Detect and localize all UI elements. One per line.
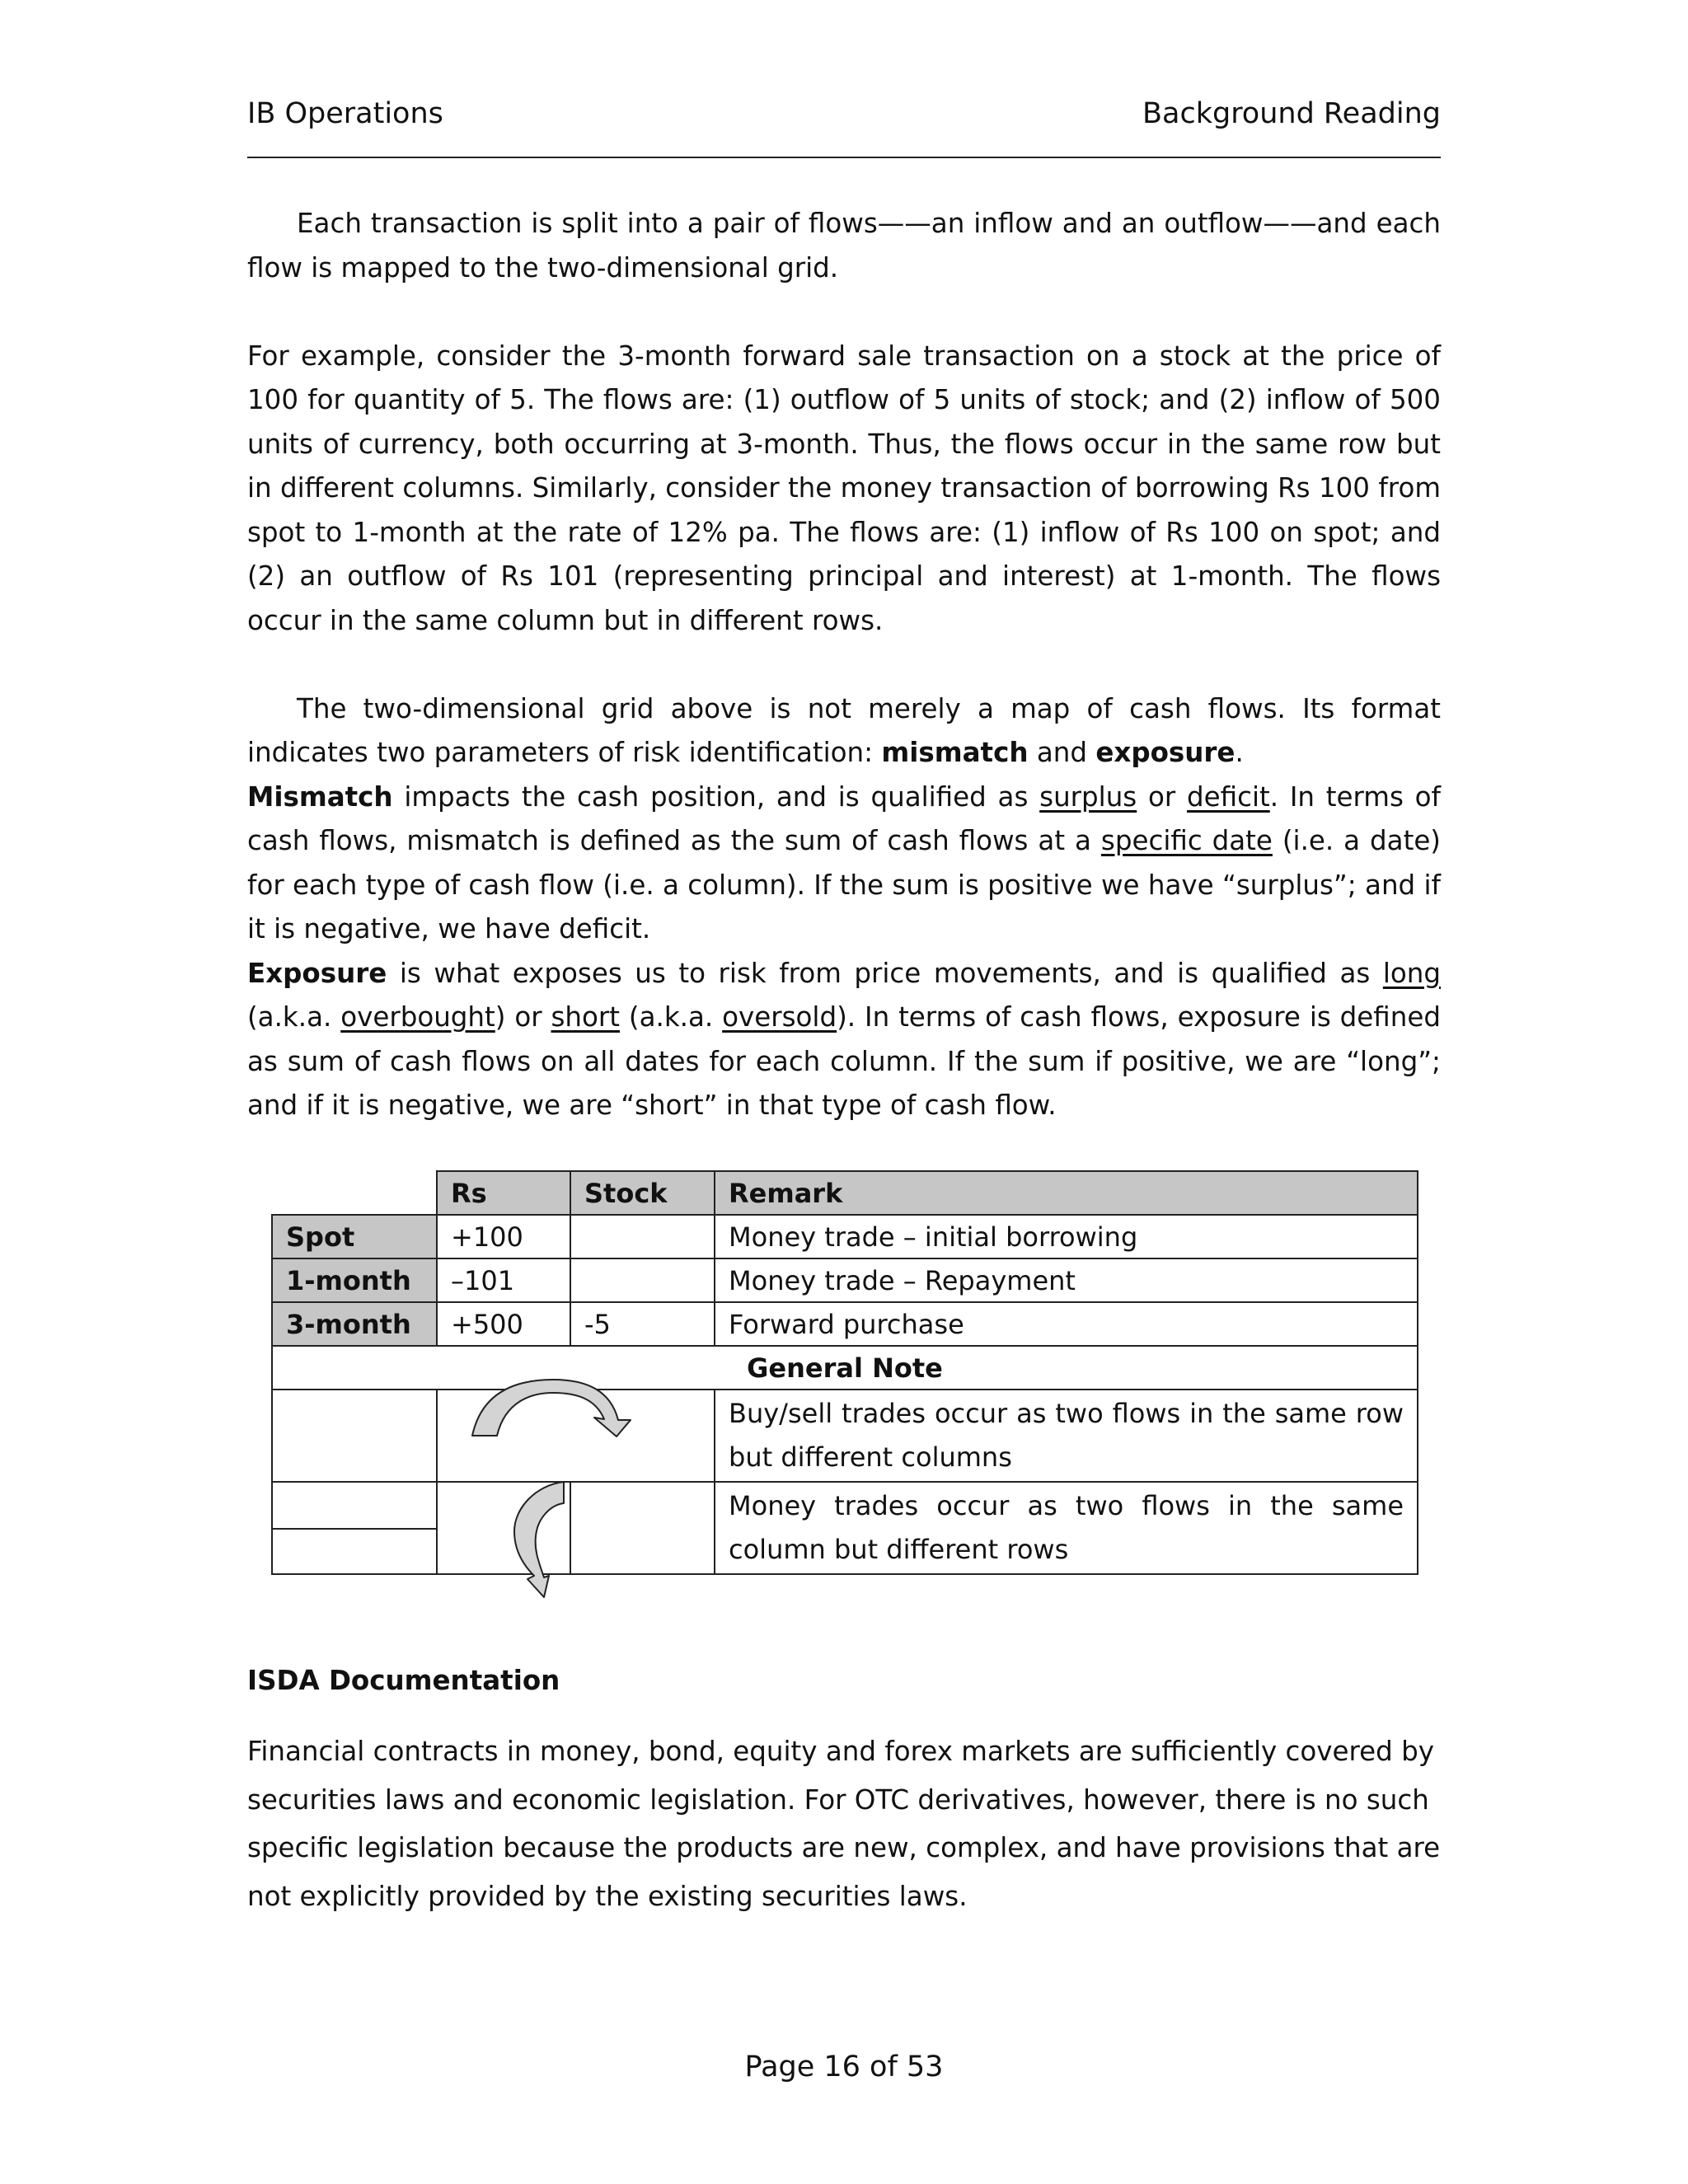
note-text-buy-sell: Buy/sell trades occur as two flows in the same row but different columns — [715, 1390, 1418, 1482]
p4-t4: (i.e. a date) for each type of cash flow (i.e. a column). If the sum is positive we have “surplus”; and if it is negative, we have deficit. — [247, 825, 1441, 944]
p3-end: . — [1235, 737, 1244, 768]
short-word: short — [551, 1001, 621, 1033]
paragraph-mismatch — [247, 776, 1441, 952]
mismatch-term: Mismatch — [247, 780, 393, 813]
table-row — [272, 1215, 1418, 1258]
p5-t3: ) or — [495, 1001, 551, 1033]
isda-paragraph: Financial contracts in money, bond, equity and forex markets are sufficiently covered by securities laws and economic legislation. For OTC derivatives, however, there is no such specific legislation because the products are new, complex, and have provisions that are not explicitly provided by the existing securities laws. — [247, 1736, 1441, 1912]
rs-cell: +500 — [437, 1302, 570, 1346]
p5-t5: ). In terms of cash flows, exposure is defined as sum of cash flows on all dates for each column. If the sum if positive, we are “long”; and if it is negative, we are “short” in that type of cash flow. — [247, 1001, 1441, 1121]
deficit-word: deficit — [1187, 780, 1270, 813]
note-row-buy-sell — [272, 1390, 1418, 1482]
exposure-term: Exposure — [247, 957, 387, 989]
term-exposure: exposure — [1095, 737, 1236, 768]
general-note-row — [272, 1346, 1418, 1390]
p4-t1: impacts the cash position, and is qualified as — [392, 780, 1040, 813]
row-label: 3-month — [272, 1302, 437, 1346]
paragraph-2: For example, consider the 3-month forward sale transaction on a stock at the price of 100 for quantity of 5. The flows are: (1) outflow of 5 units of stock; and (2) inflow of 500 units of currency, both occurring at 3-month. Thus, the flows occur in the same row but in different columns. Similarly, consider the money transaction of borrowing Rs 100 from spot to 1-month at the rate of 12% pa. The flows are: (1) inflow of Rs 100 on spot; and (2) an outflow of Rs 101 (representing principal and interest) at 1-month. The flows occur in the same column but in different rows. — [247, 340, 1441, 636]
rs-cell: –101 — [437, 1258, 570, 1302]
paragraph-1: Each transaction is split into a pair of flows——an inflow and an outflow——and each flow is mapped to the two-dimensional grid. — [247, 208, 1441, 284]
row-label: Spot — [272, 1215, 437, 1258]
p3-intro: The two-dimensional grid above is not merely a map of cash flows. Its format indicates two parameters of risk identification: — [247, 692, 1441, 768]
isda-heading: ISDA Documentation — [247, 1665, 560, 1696]
specific-date-word: specific date — [1100, 825, 1273, 856]
surplus-word: surplus — [1039, 780, 1137, 813]
header-stock: Stock — [570, 1171, 715, 1215]
rs-cell: +100 — [437, 1215, 570, 1258]
curved-arrow-vertical-icon — [503, 1477, 569, 1601]
stock-cell: -5 — [570, 1302, 715, 1346]
page-header — [247, 97, 1441, 158]
long-word: long — [1382, 957, 1441, 989]
row-label: 1-month — [272, 1258, 437, 1302]
header-left-title: IB Operations — [247, 97, 443, 130]
oversold-word: oversold — [722, 1001, 837, 1033]
p4-t3: . In terms of cash flows, mismatch is defined as the sum of cash flows at a — [247, 780, 1441, 856]
remark-cell: Forward purchase — [715, 1302, 1418, 1346]
table-header-row — [272, 1171, 1418, 1215]
p5-t1: is what exposes us to risk from price movements, and is qualified as — [387, 957, 1383, 989]
body-text — [247, 202, 1441, 1128]
table-row — [272, 1258, 1418, 1302]
term-mismatch: mismatch — [881, 737, 1029, 768]
cash-flow-table — [271, 1170, 1418, 1575]
general-note-title: General Note — [272, 1346, 1418, 1390]
paragraph-3 — [247, 687, 1441, 776]
stock-cell — [570, 1215, 715, 1258]
remark-cell: Money trade – Repayment — [715, 1258, 1418, 1302]
paragraph-exposure — [247, 952, 1441, 1128]
note-text-money: Money trades occur as two flows in the same column but different rows — [715, 1482, 1418, 1574]
p4-t2: or — [1137, 780, 1187, 813]
note-row-money — [272, 1482, 1418, 1574]
p5-t2: (a.k.a. — [247, 1001, 341, 1033]
overbought-word: overbought — [340, 1001, 495, 1033]
header-rs: Rs — [437, 1171, 570, 1215]
stock-cell — [570, 1258, 715, 1302]
page-number: Page 16 of 53 — [744, 2050, 944, 2083]
remark-cell: Money trade – initial borrowing — [715, 1215, 1418, 1258]
p5-t4: (a.k.a. — [620, 1001, 723, 1033]
header-right-title: Background Reading — [1142, 97, 1441, 130]
p3-and: and — [1028, 737, 1096, 768]
header-remark: Remark — [715, 1171, 1418, 1215]
table-row — [272, 1302, 1418, 1346]
curved-arrow-horizontal-icon — [466, 1375, 647, 1441]
